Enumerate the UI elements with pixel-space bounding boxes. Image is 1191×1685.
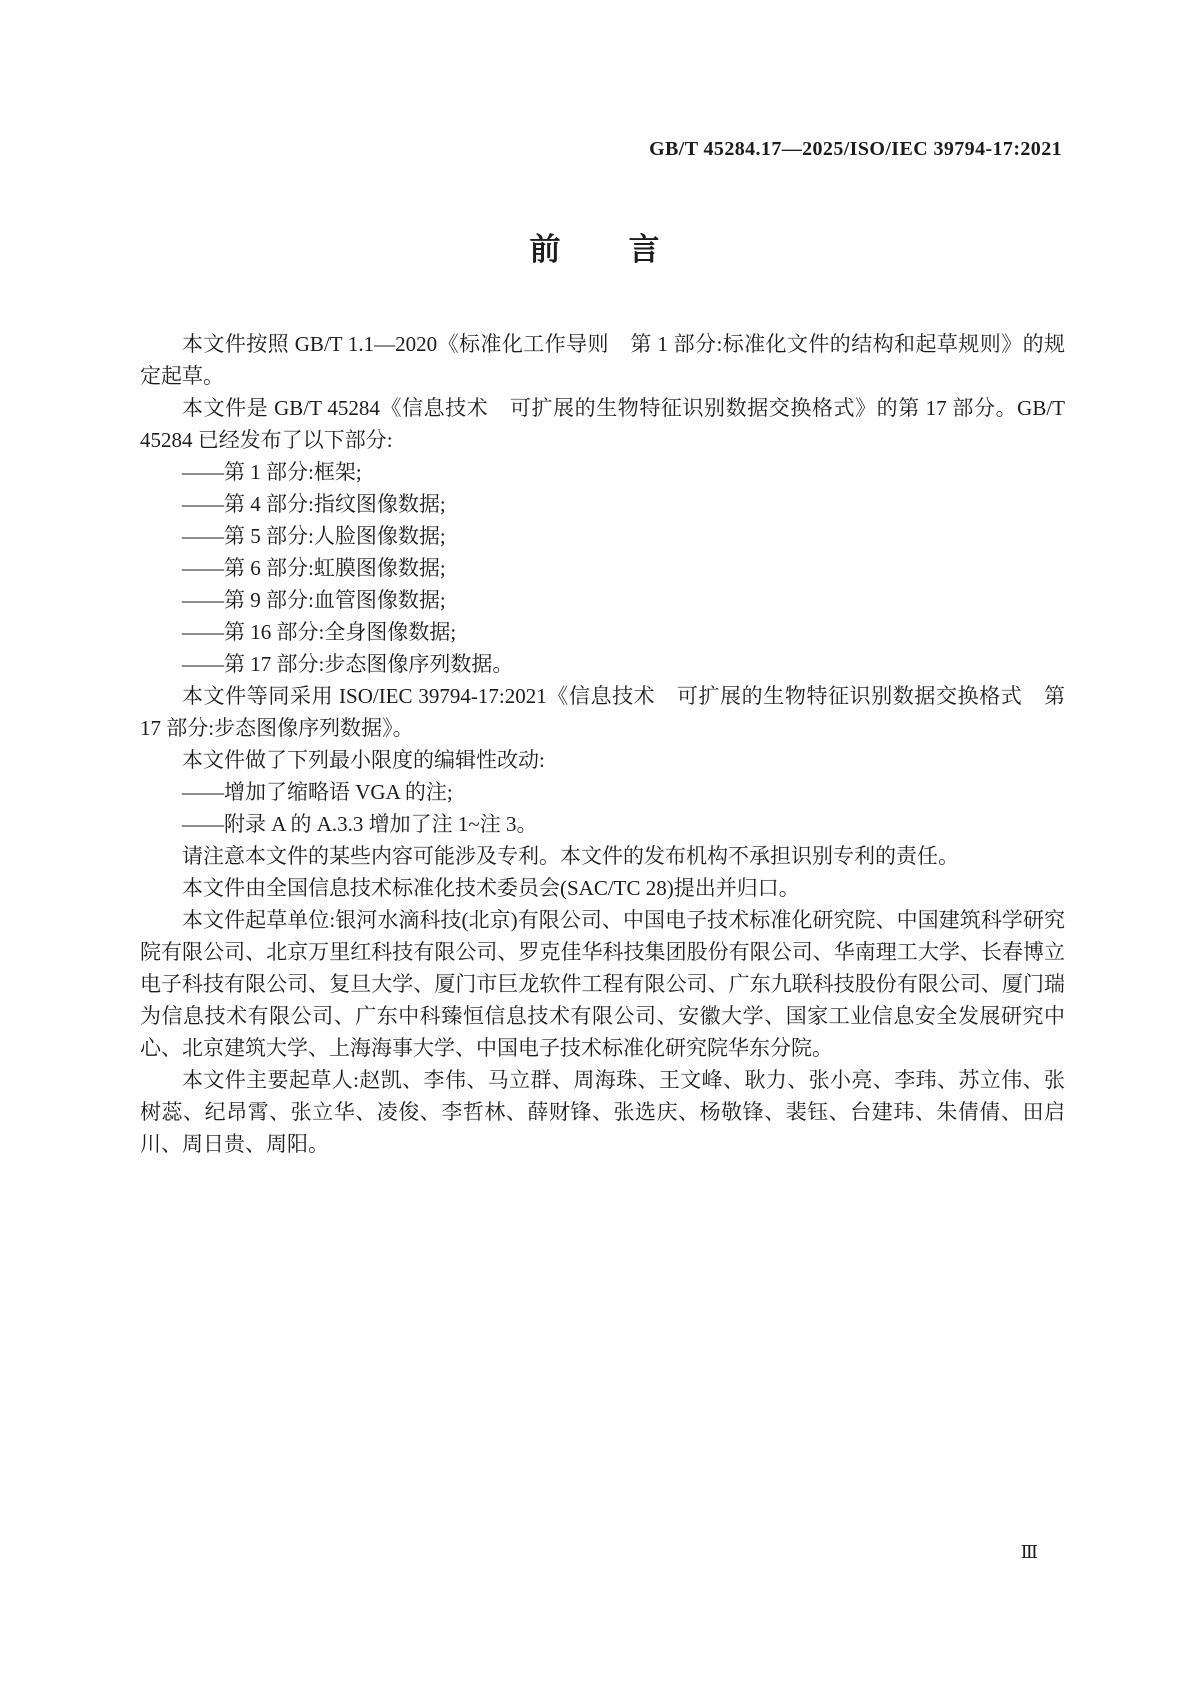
foreword-body	[140, 328, 1065, 1160]
paragraph: 本文件主要起草人:赵凯、李伟、马立群、周海珠、王文峰、耿力、张小亮、李玮、苏立伟、张树蕊、纪昂霄、张立华、凌俊、李哲林、薛财锋、张选庆、杨敬锋、裴钰、台建玮、朱倩倩、田启川、周日贵、周阳。	[140, 1068, 1065, 1156]
paragraph: 本文件是 GB/T 45284《信息技术 可扩展的生物特征识别数据交换格式》的第 17 部分。GB/T 45284 已经发布了以下部分:	[140, 396, 1065, 452]
page-title: 前 言	[529, 232, 662, 267]
list-item: ——第 17 部分:步态图像序列数据。	[182, 652, 514, 676]
list-item: ——增加了缩略语 VGA 的注;	[182, 780, 453, 804]
list-item: ——第 9 部分:血管图像数据;	[182, 588, 446, 612]
paragraph: 本文件起草单位:银河水滴科技(北京)有限公司、中国电子技术标准化研究院、中国建筑科学研究院有限公司、北京万里红科技有限公司、罗克佳华科技集团股份有限公司、华南理工大学、长春博立电子科技有限公司、复旦大学、厦门市巨龙软件工程有限公司、广东九联科技股份有限公司、厦门瑞为信息技术有限公司、广东中科臻恒信息技术有限公司、安徽大学、国家工业信息安全发展研究中心、北京建筑大学、上海海事大学、中国电子技术标准化研究院华东分院。	[140, 908, 1065, 1060]
paragraph: 本文件由全国信息技术标准化技术委员会(SAC/TC 28)提出并归口。	[182, 876, 800, 900]
standard-number-header: GB/T 45284.17—2025/ISO/IEC 39794-17:2021	[649, 138, 1062, 160]
list-item: ——第 6 部分:虹膜图像数据;	[182, 556, 446, 580]
paragraph: 本文件做了下列最小限度的编辑性改动:	[182, 748, 545, 772]
paragraph: 请注意本文件的某些内容可能涉及专利。本文件的发布机构不承担识别专利的责任。	[182, 844, 959, 868]
list-item: ——第 4 部分:指纹图像数据;	[182, 492, 446, 516]
page-number: Ⅲ	[1020, 1542, 1038, 1562]
list-item: ——第 5 部分:人脸图像数据;	[182, 524, 446, 548]
list-item: ——附录 A 的 A.3.3 增加了注 1~注 3。	[182, 812, 538, 836]
list-item: ——第 16 部分:全身图像数据;	[182, 620, 457, 644]
paragraph: 本文件按照 GB/T 1.1—2020《标准化工作导则 第 1 部分:标准化文件的结构和起草规则》的规定起草。	[140, 332, 1065, 388]
list-item: ——第 1 部分:框架;	[182, 460, 362, 484]
paragraph: 本文件等同采用 ISO/IEC 39794-17:2021《信息技术 可扩展的生物特征识别数据交换格式 第 17 部分:步态图像序列数据》。	[140, 684, 1065, 740]
